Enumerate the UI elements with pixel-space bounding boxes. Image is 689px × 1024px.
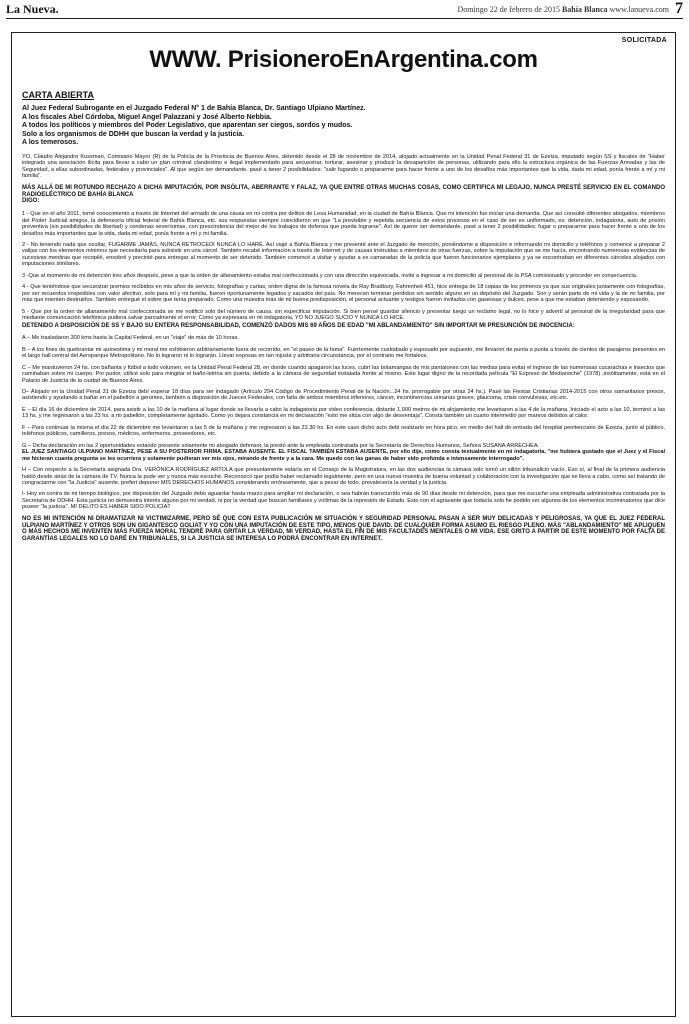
address-line: Solo a los organismos de DDHH que buscan la verdad y la justicia. [22,130,245,138]
point-paragraph: 1 - Que en el año 2011, tomé conocimiento a través de Internet del armado de una causa en mi contra por delitos de Lesa Humanidad, en la ciudad de Bahía Blanca. Que mi intención fue iniciar una demanda. Que así consulté diferentes abogados, miembros del Poder Judicial amigos, la defensoría oficial federal de Bahía Blanca, etc. sus respuestas siempre coincidieron en que "La previsible y repetida secuencia de estos procesos en el caso de ser ex uniformado, es: detención, indagatoria, auto de prisión preventiva (sin posibilidades de libertad) y condenas severísimas, con prescindencia del mejor de los trabajos de defensa que pueda lograrse". Así de querer ser demandante, pasé a tener 2 posibilidades: fugar o prepararme para hacer frente a uno de los desafíos más importantes que la vida, dada mi edad, ponía frente a mí y mi familia. [22,211,665,237]
letter-paragraph: F – Para continuar la misma el día 22 de diciembre me levantaron a las 5 de la mañana y me regresaron a las 22.30 hs. En este caso dicho acto debí realizarlo en hora pico, en medio del hall de entrada del hospital penitenciario de Ezeiza, junto al público, teléfonos públicos, camilleros, presos, médicos, enfermeros, proveedores, etc. [22,424,665,438]
letter-content [22,90,665,1010]
point-paragraph: 5 - Que por la orden de allanamiento mal confeccionada se me notificó solo del número de causa, sin especificar imputación. Si bien pensé guardar silencio y presentar luego un reclamo legal, no lo hice y advertí al personal de la irregularidad para que mediante comunicación telefónica pudiera salvar parcialmente el error. Como ya expresara en mi indagatoria, YO NO JUEGO SUCIO Y NUNCA LO HICE. [22,308,665,322]
page-number: 7 [675,0,683,17]
letter-paragraph: I- Hoy en contra de mi tiempo biológico, por disposición del Juzgado debo aguardar hasta marzo para ampliar mi declaración, o sea habrán transcurrido más de 90 días desde mi detención, para que me escuche una empleada administrativa contratada por la Secretaría de DDHH. Esta justicia no demuestra interés alguno por mi verdad, ni por la verdad que buscan familiares y víctimas de la represión de Estado. Esto con el agravante que todavía solo he podido ver algunos de los elementos incriminatorios que dice poseer "la justicia". MI DELITO ES HABER SIDO POLICÍA? [22,491,665,511]
address-line: A los temerosos. [22,139,79,147]
rejection-statement: MÁS ALLÁ DE MI ROTUNDO RECHAZO A DICHA IMPUTACIÓN, POR INSÓLITA, ABERRANTE Y FALAZ, YA QUE ENTRE OTRAS MUCHAS COSAS, COMO CERTIFICA MI LEGAJO, NUNCA PRESTÉ SERVICIO EN EL COMANDO RADIOELÉCTRICO DE BAHÍA BLANCA [22,184,665,198]
letter-paragraph: D– Alojado en la Unidad Penal 31 de Ezeiza debí esperar 18 días para ser indagado (Artículo 294 Código de Procedimiento Penal de la Nación...24 hs. prorrogable por otras 24 hs.). Pasé las Fiestas Cristianas 2014-2015 con otros samaritanos presos, asistiendo y ayudando a bañar en el pabellón a gerontes, también a disposición de Jueces Federales, con falta de ambos miembros inferiores, cáncer, incontinencias urinarias graves, glaucoma, crisis convulsivas, etc.etc. [22,389,665,402]
address-line: A todos los políticos y miembros del Poder Legislativo, que aparentan ser ciegos, sordos y mudos. [22,122,353,130]
letter-paragraph: E – El día 16 de diciembre de 2014, para asistir a las 10 de la mañana al lugar donde se llevaría a cabo la indagatoria por video conferencia, distante 1.000 metros de mi alojamiento me levantaron a las 4 de la mañana. Iniciado el acto a las 10, terminó a las 13 hs. y me regresaron a las 23 hs. a mi pabellón, completamente agotado. Como yo dejara constancia en mi declaración "esto me sitúa con algo de desventaja". Consta también un cuarto intermedio por mareos debidos al calor. [22,406,665,420]
letter-paragraph: C – Me mantuvieron 24 hs. con bañanta y fútbol a todo volumen, en la Unidad Penal Federal 28, en donde cuando apagaron las luces, cubrí las botamangas de mis pantalones con las medias para evitar el ingreso de las numerosas cucarachas e insectos que caminaban sobre mi cuerpo. Por pudor, utilicé solo para mingitar el baño-letrina sin puerta, debido a la cámara de seguridad instalada frente al mismo. Este lugar digno de la recordada película "El Expreso de Medianoche" (1978) ,insólitamente, está en el Palacio de Justicia de la ciudad de Buenos Aires. [22,364,665,384]
address-line: Al Juez Federal Subrogante en el Juzgado Federal N° 1 de Bahía Blanca, Dr. Santiago Ulpiano Martínez. [22,105,366,112]
letter-paragraph: EL JUEZ SANTIAGO ULPIANO MARTÍNEZ, PESE A SU POSTERIOR FIRMA, ESTABA AUSENTE. EL FISCAL TAMBIÉN ESTABA AUSENTE, por ello dije, como consta textualmente en mi indagatoria, "me hubiera gustado que el Juez y el Fiscal me hicieran cuanta pregunta se les ocurriera y solamente pudieran ver mis ojos, mirando de frente y a la cara. Me quedo con las ganas de haber sido profunda e intensamente interrogado". [22,449,665,462]
letter-paragraph: A – Me trasladaron 300 kms hasta la Capital Federal, en un "viaje" de más de 10 horas. [22,335,239,342]
newspaper-header [6,2,683,19]
letter-paragraph: G – Dicha declaración en las 2 oportunidades estando presente solamente mi abogado defensor, la prestó ante la empleada contratada por la Secretaría de Derechos Humanos, Señora SUSANA ARRECHEA. [22,442,540,449]
intro-paragraph: YO, Claudio Alejandro Kussman, Comisario Mayor (R) de la Policía de la Provincia de Buenos Aires, detenido desde el 28 de noviembre de 2014, alojado actualmente en la Unidad Penal Federal 31 de Ezeiza, imputado según SS y fiscales de "Haber integrado una asociación ilícita para llevar a cabo un plan criminal clandestino e ilegal implementado para secuestrar, torturar, asesinar y producir la desaparición de personas, utilizando para ello la estructura orgánica de las Fuerzas Armadas y las de Seguridad, a ellas subordinadas, federales y provinciales". Al que según ser demandante, pasé a tener 2 posibilidades: "salir fugando o prepararme para hacer frente a uno de los desafíos más importantes que la vida, dada mi edad, ponía frente a mí y mi familia". [22,153,665,180]
point-paragraph: 2 - No teniendo nada que ocultar, FUGARME JAMÁS, NUNCA RETROCEDÍ NUNCA LO HARÉ. Así viajé a Bahía Blanca y me presenté ante el Juzgado de mención, poniéndome a disposición e informando mi domicilio y teléfonos y comencé a preparar 2 valijas con los elementos mínimos que necesitaría para subsistir en una cárcel. También recabé información a través de Internet y de causas instruidas a miembros de otras fuerzas, sobre la imputación que se me hacía, encontrando numerosas evidencias de sucesivas mentiras que recopilé, ensobré y precinté para entregar al momento de ser detenido. También comencé a visitar y ayudar a ex camaradas de la policía que fueron funcionarios ejemplares y ya se encontraban en diferentes cárceles alojados con imputaciones similares. [22,241,665,268]
issue-date: Domingo 22 de febrero de 2015 [457,5,560,14]
closing-statement: NO ES MI INTENCIÓN NI DRAMATIZAR NI VICTIMIZARME, PERO SÉ QUE CON ESTA PUBLICACIÓN MI SITUACIÓN Y SEGURIDAD PERSONAL PASAN A SER MUY DELICADAS Y PELIGROSAS, YA QUE EL JUEZ FEDERAL ULPIANO MARTÍNEZ Y OTROS SON UN GIGANTESCO GOLIAT Y YO CON UNA IMPUTACIÓN DE ESTE TIPO, MENOS QUE DAVID. DE CUALQUIER FORMA ASUMO EL RIESGO PLENO. MÁS "ABLANDAMIENTO" ME APLIQUEN O MÁS HECHOS ME INVENTEN MÁS FUERZA MORAL TENDRÉ PARA GRITAR LA VERDAD, MI VERDAD, HASTA EL FIN DE MIS FACULTADES MENTALES O MI VIDA. ESE GRITO A PARTIR DE ESTE MOMENTO POR FALTA DE GARANTÍAS LEGALES NO LO DARÉ EN TRIBUNALES, SI LA JUSTICIA SE INTERESA LO PODRÁ ENCONTRAR EN INTERNET. [22,515,665,543]
detention-statement: DETENIDO A DISPOSICIÓN DE SS Y BAJO SU ENTERA RESPONSABILIDAD, COMENZÓ DADOS MIS 69 AÑOS DE EDAD "MI ABLANDAMIENTO" SIN IMPORTAR MI PRESUNCIÓN DE INOCENCIA: [22,322,575,329]
point-paragraph: 4 - Que teniéndose que secuestrar premios recibidos en mis años de servicio, fotografías y cartas, orden digna de la famosa novela de Ray Bradbury, Fahrenheit 451, hice entrega de 18 copias de los primeros ya que sus originales juntamente con fotografías, por ser recuerdos irrepetibles con valor afectivo, solo para mí y mi familia, fueron oportunamente legados y sacados del país. No merecen terminar perdidos sin sentido alguno en un depósito del Juzgado. Son y serán parte de mi vida y la de mi familia, por más que intenten destruirlos. También entregué el sobre que tenía preparado. Como una muestra más de mi buena predisposición, el personal actuante y testigos fueron invitados con gaseosas y dulces, pese a que me estaban deteniendo y esposando. [22,284,665,304]
solicitada-tag: SOLICITADA [621,37,667,44]
letter-heading: CARTA ABIERTA [22,90,94,100]
ad-frame [11,32,676,1017]
city-name: Bahía Blanca [561,5,608,14]
address-line: A los fiscales Abel Córdoba, Miguel Angel Palazzani y José Alberto Nebbia. [22,113,272,121]
ad-title: WWW. PrisioneroEnArgentina.com [149,46,538,73]
digo-label: DIGO: [22,198,40,205]
letter-paragraph: B – A los fines de quebrantar mi autoestima y mi moral me exhibieron arbitrariamente fuera de recorrido, en "el paseo de la fama". Fuertemente custodiado y esposado por supuesto, me llevaron de punta a punta a través de cientos de pasajeros presentes en el largo hall central del Aeroparque Metropolitano. No lo lograron ni lo lograrán. Llevar esposas en tan injusta y arbitraria circunstancia, por el contrario me fortalece. [22,346,665,360]
address-block [22,105,665,148]
dateline [458,5,669,14]
letter-paragraph: H – Con respecto a la Secretaría asignada Dra. VERÓNICA RODRÍGUEZ ARTOLA que presuntamente estaría en el Consejo de la Magistratura, en las dos audiencias la cámara solo tomó un sillón tribunalicio vacío. Eso sí, al final de la primera audiencia habló desde atrás de la cámara de TV. Nunca la pude ver y nunca más escuché. Reconozco que podía haber reclamado legalmente, pero en una nueva muestra de buena voluntad y colaboración con la investigación que se lleva a cabo, como así tratando de congraciarme con "la Justicia" ausente, preferí deponer MIS DERECHOS HUMANOS considerando erróneamente, que a pesar de todo, prevalecería la verdad y la justicia. [22,467,665,487]
masthead: La Nueva. [6,2,59,16]
point-paragraph: 3 -Que al momento de mi detención tres años después, pese a que la orden de allanamiento estaba mal confeccionada y con una dirección equivocada, invité a ingresar a mi domicilio al personal de la PSA comisionado y proceder en consecuencia. [22,272,638,279]
website: www.lanueva.com [609,5,669,14]
